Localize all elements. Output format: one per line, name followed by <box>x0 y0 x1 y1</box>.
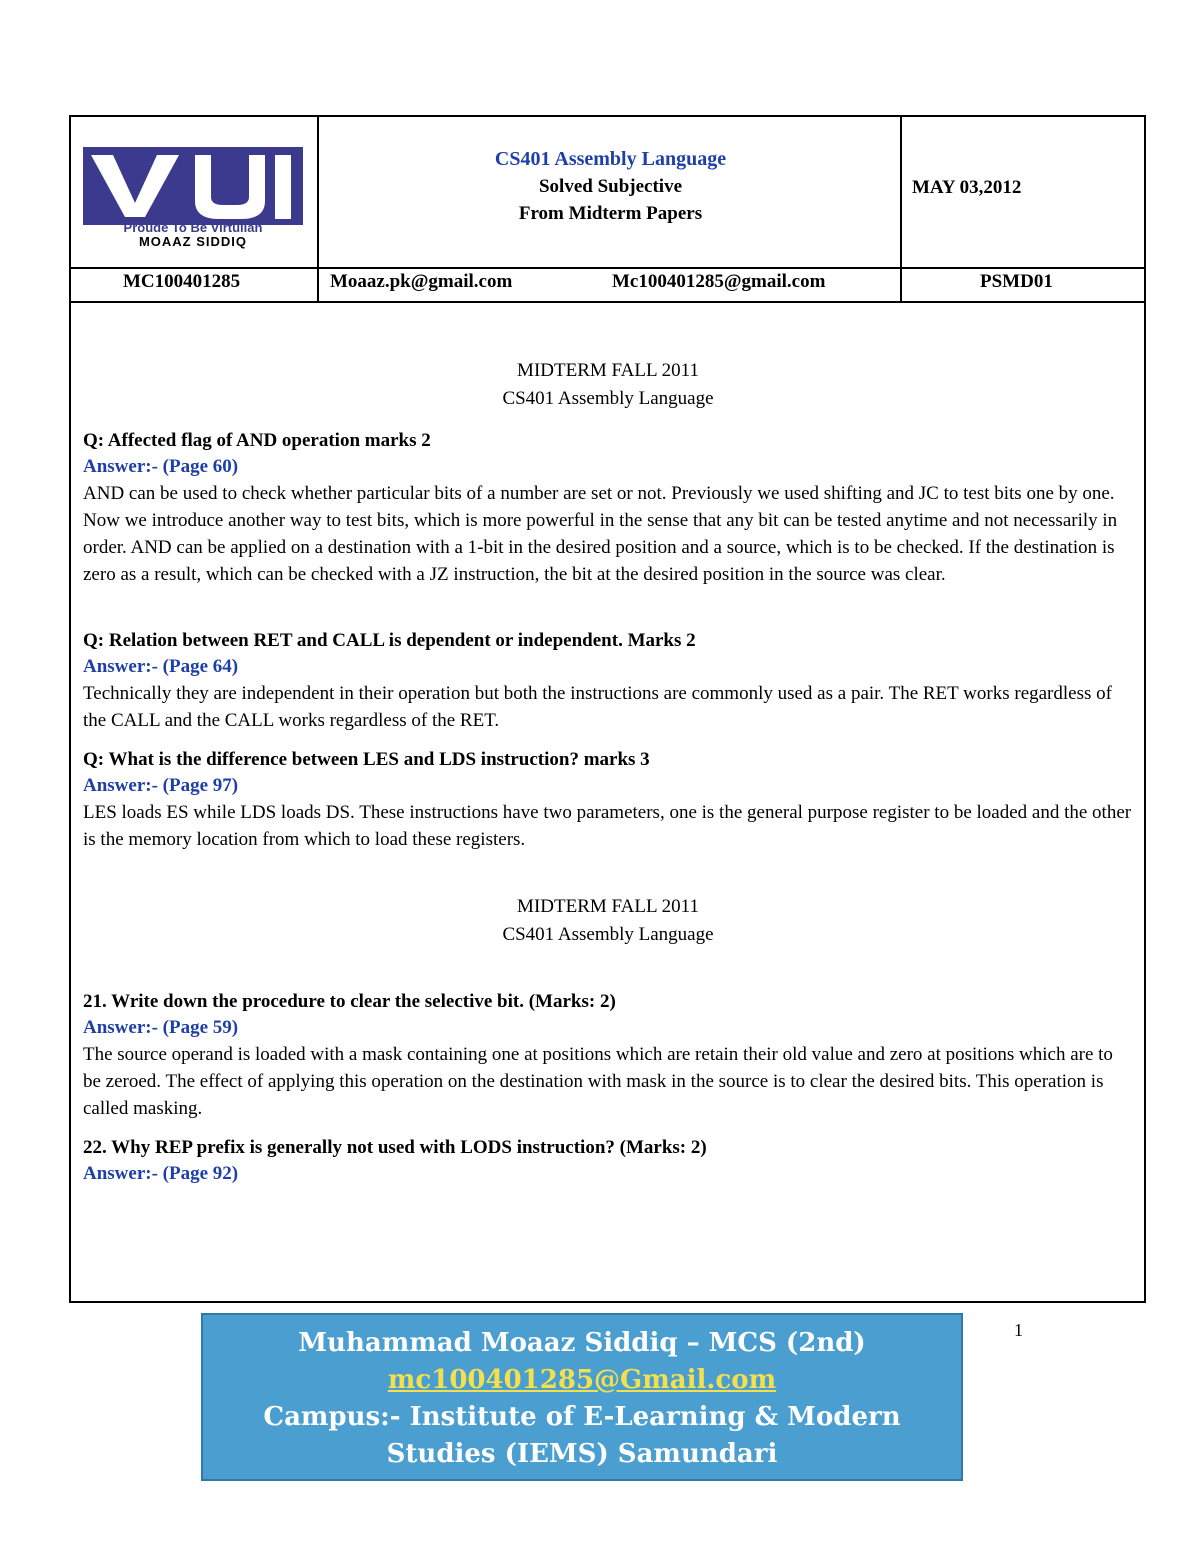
author-banner <box>201 1313 963 1481</box>
logo-mark <box>83 147 303 225</box>
author-email-link[interactable]: mc100401285@Gmail.com <box>387 1365 777 1395</box>
section-heading-2: CS401 Assembly Language <box>502 924 714 945</box>
author-line: Muhammad Moaaz Siddiq – MCS (2nd) <box>298 1328 866 1358</box>
answer-text: LES loads ES while LDS loads DS. These instructions have two parameters, one is the general purpose register to be loaded and the other is the memory location from which to load these registers. <box>83 802 1132 850</box>
campus-line: Campus:- Institute of E-Learning & Modern <box>263 1402 901 1432</box>
question: Q: What is the difference between LES and LDS instruction? marks 3 <box>83 749 650 770</box>
section-1 <box>83 357 1133 853</box>
section-heading-1: MIDTERM FALL 2011 <box>517 896 699 917</box>
answer-text: The source operand is loaded with a mask containing one at positions which are retain their old value and zero at positions which are to be zeroed. The effect of applying this operation on the destination with mask in the source is to clear the desired bits. This operation is called masking. <box>83 1044 1113 1119</box>
course-title: CS401 Assembly Language <box>494 148 727 170</box>
campus-line-2: Studies (IEMS) Samundari <box>386 1439 778 1469</box>
email-1[interactable]: Moaaz.pk@gmail.com <box>330 271 513 292</box>
logo-slogan: Proude To Be Virtulian <box>123 220 263 235</box>
section-2 <box>83 893 1133 1187</box>
question: 22. Why REP prefix is generally not used with LODS instruction? (Marks: 2) <box>83 1137 707 1158</box>
answer-label: Answer:- (Page 64) <box>83 656 239 677</box>
section-heading-2: CS401 Assembly Language <box>502 388 714 409</box>
header-divider <box>71 267 1144 269</box>
row-divider <box>71 301 1144 303</box>
page-number: 1 <box>1014 1320 1023 1340</box>
sub-title-1: Solved Subjective <box>538 176 683 197</box>
content <box>83 357 1133 1187</box>
logo-author: MOAAZ SIDDIQ <box>138 234 248 249</box>
answer-label: Answer:- (Page 59) <box>83 1017 239 1038</box>
question: 21. Write down the procedure to clear the selective bit. (Marks: 2) <box>83 991 616 1012</box>
answer-label: Answer:- (Page 92) <box>83 1163 239 1184</box>
vu-logo <box>83 147 303 265</box>
title-block <box>318 145 903 227</box>
document-frame <box>69 115 1146 1303</box>
section-heading-1: MIDTERM FALL 2011 <box>517 360 699 381</box>
question: Q: Relation between RET and CALL is dependent or independent. Marks 2 <box>83 630 696 651</box>
answer-label: Answer:- (Page 97) <box>83 775 239 796</box>
student-id: MC100401285 <box>123 271 241 292</box>
sub-title-2: From Midterm Papers <box>518 203 703 224</box>
answer-label: Answer:- (Page 60) <box>83 456 239 477</box>
paper-code: PSMD01 <box>980 271 1053 292</box>
email-2[interactable]: Mc100401285@gmail.com <box>612 271 826 292</box>
question: Q: Affected flag of AND operation marks 2 <box>83 430 431 451</box>
answer-text: Technically they are independent in their operation but both the instructions are commonly used as a pair. The RET works regardless of the CALL and the CALL works regardless of the RET. <box>83 683 1112 731</box>
answer-text: AND can be used to check whether particular bits of a number are set or not. Previously we used shifting and JC to test bits one by one. Now we introduce another way to test bits, which is more powerful in the sense that any bit can be tested anytime and not necessarily in order. AND can be applied on a destination with a 1-bit in the desired position and a source, which is to be checked. If the destination is zero as a result, which can be checked with a JZ instruction, the bit at the desired position in the source was clear. <box>83 483 1118 585</box>
date: MAY 03,2012 <box>912 177 1022 198</box>
